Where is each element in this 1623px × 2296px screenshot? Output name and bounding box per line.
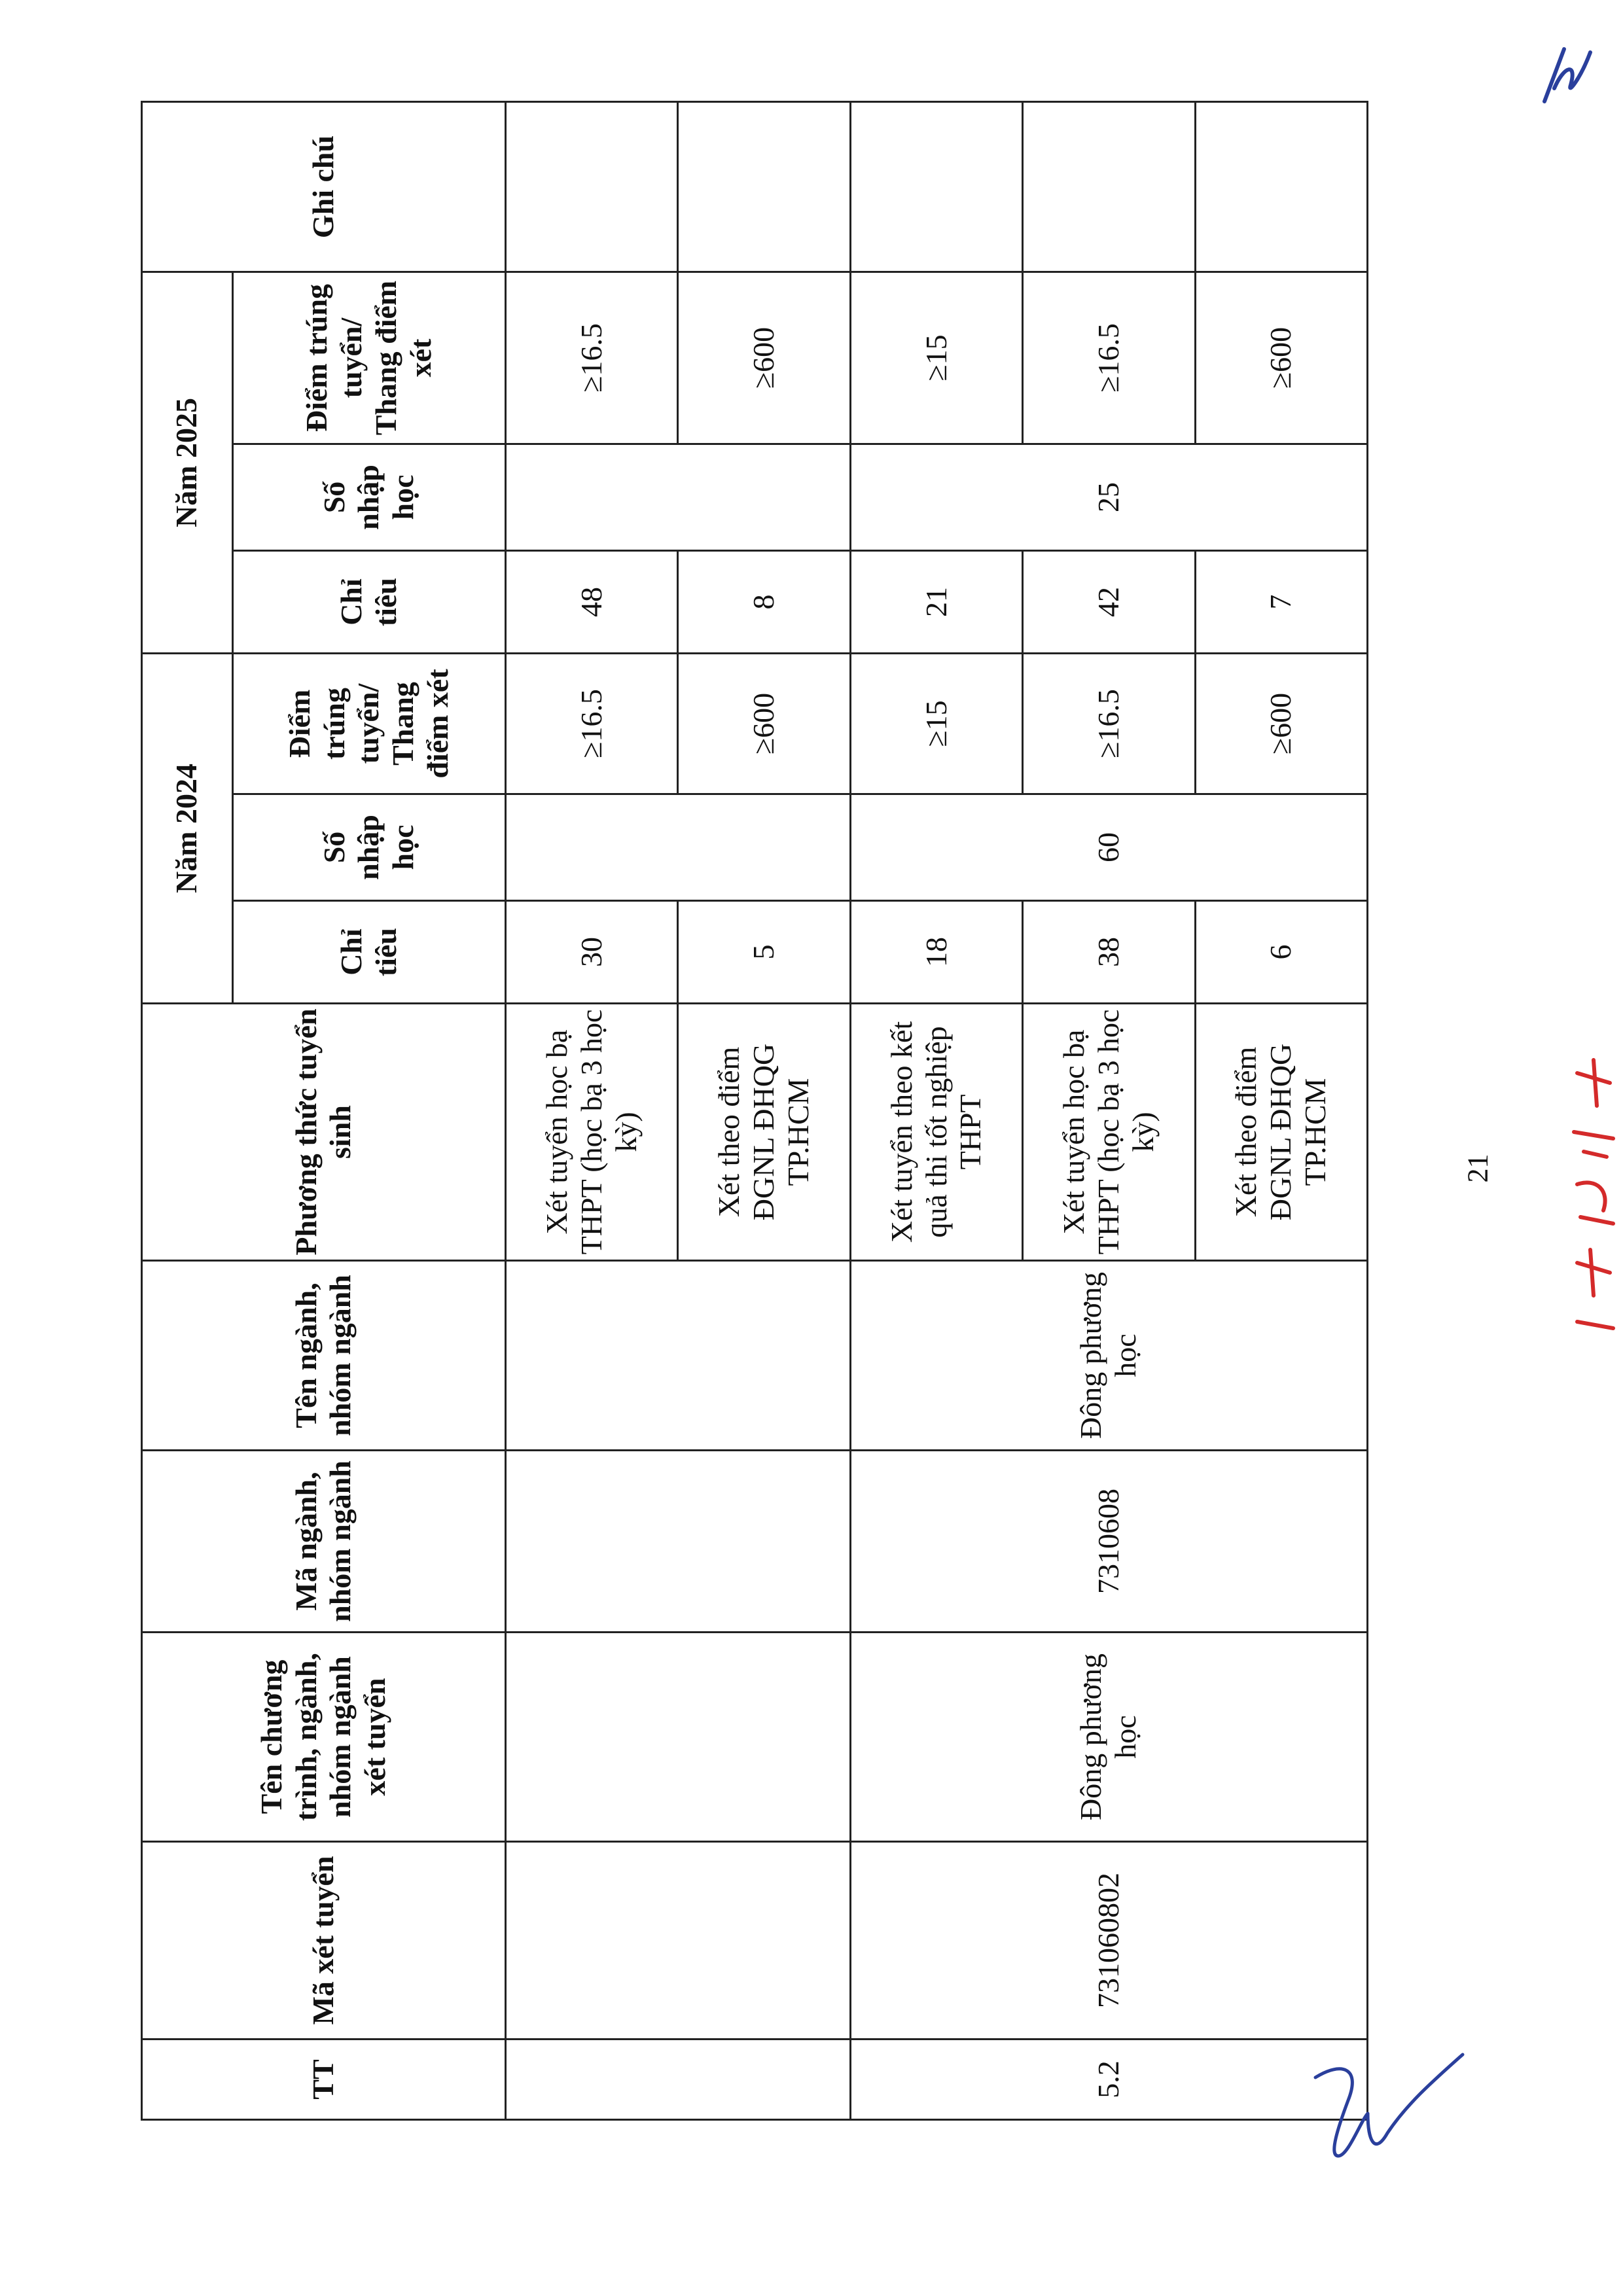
stamp-mark xyxy=(1558,1047,1623,1348)
ten-chuong-trinh-cell xyxy=(505,1633,850,1842)
diem-2025-cell: ≥600 xyxy=(1195,272,1367,444)
tt-cell xyxy=(505,2040,850,2120)
tt-cell: 5.2 xyxy=(850,2040,1367,2120)
chi-tieu-2025-cell: 21 xyxy=(850,551,1022,654)
page-table-rotated xyxy=(141,103,1368,2121)
ma-nganh-cell xyxy=(505,1451,850,1633)
ten-nganh-cell: Đông phương học xyxy=(850,1261,1367,1451)
chi-tieu-2024-cell: 18 xyxy=(850,901,1022,1004)
so-nhap-hoc-2025-cell xyxy=(505,444,850,551)
header-diem-2024: Điểm trúng tuyển/ Thang điểm xét xyxy=(232,654,505,794)
header-tt: TT xyxy=(142,2040,506,2120)
header-so-nhap-hoc-2024: Số nhập học xyxy=(232,794,505,901)
chi-tieu-2025-cell: 42 xyxy=(1023,551,1195,654)
header-chi-tieu-2025: Chỉ tiêu xyxy=(232,551,505,654)
diem-2024-cell: ≥16.5 xyxy=(505,654,677,794)
initials-mark xyxy=(1525,39,1603,111)
ghi-chu-cell xyxy=(505,102,677,272)
header-diem-2025: Điểm trúng tuyển/ Thang điểm xét xyxy=(232,272,505,444)
ma-xet-tuyen-cell xyxy=(505,1842,850,2040)
chi-tieu-2025-cell: 7 xyxy=(1195,551,1367,654)
chi-tieu-2025-cell: 8 xyxy=(678,551,850,654)
ten-nganh-cell xyxy=(505,1261,850,1451)
chi-tieu-2024-cell: 5 xyxy=(678,901,850,1004)
diem-2024-cell: ≥16.5 xyxy=(1023,654,1195,794)
diem-2025-cell: ≥16.5 xyxy=(1023,272,1195,444)
admission-table xyxy=(141,101,1368,2121)
chi-tieu-2024-cell: 30 xyxy=(505,901,677,1004)
so-nhap-hoc-2024-cell: 60 xyxy=(850,794,1367,901)
chi-tieu-2024-cell: 38 xyxy=(1023,901,1195,1004)
method-cell: Xét tuyển học bạ THPT (học bạ 3 học kỳ) xyxy=(505,1004,677,1261)
ma-xet-tuyen-cell: 731060802 xyxy=(850,1842,1367,2040)
ma-nganh-cell: 7310608 xyxy=(850,1451,1367,1633)
page-number: 21 xyxy=(1461,1154,1494,1183)
ghi-chu-cell xyxy=(1023,102,1195,272)
header-ma-xet-tuyen: Mã xét tuyển xyxy=(142,1842,506,2040)
table-row xyxy=(850,102,1022,2120)
diem-2024-cell: ≥600 xyxy=(678,654,850,794)
table-row xyxy=(505,102,677,2120)
header-ten-nganh: Tên ngành, nhóm ngành xyxy=(142,1261,506,1451)
chi-tieu-2024-cell: 6 xyxy=(1195,901,1367,1004)
method-cell: Xét theo điểm ĐGNL ĐHQG TP.HCM xyxy=(1195,1004,1367,1261)
header-so-nhap-hoc-2025: Số nhập học xyxy=(232,444,505,551)
so-nhap-hoc-2024-cell xyxy=(505,794,850,901)
diem-2024-cell: ≥600 xyxy=(1195,654,1367,794)
header-nam-2025: Năm 2025 xyxy=(142,272,233,654)
header-chi-tieu-2024: Chỉ tiêu xyxy=(232,901,505,1004)
signature-mark xyxy=(1302,2041,1472,2172)
diem-2025-cell: ≥15 xyxy=(850,272,1022,444)
header-ma-nganh: Mã ngành, nhóm ngành xyxy=(142,1451,506,1633)
method-cell: Xét tuyển học bạ THPT (học bạ 3 học kỳ) xyxy=(1023,1004,1195,1261)
ten-chuong-trinh-cell: Đông phương học xyxy=(850,1633,1367,1842)
diem-2025-cell: ≥600 xyxy=(678,272,850,444)
chi-tieu-2025-cell: 48 xyxy=(505,551,677,654)
header-ten-chuong-trinh: Tên chương trình, ngành, nhóm ngành xét tuyển xyxy=(142,1633,506,1842)
ghi-chu-cell xyxy=(1195,102,1367,272)
header-ghi-chu: Ghi chú xyxy=(142,102,506,272)
ghi-chu-cell xyxy=(678,102,850,272)
header-nam-2024: Năm 2024 xyxy=(142,654,233,1004)
method-cell: Xét theo điểm ĐGNL ĐHQG TP.HCM xyxy=(678,1004,850,1261)
so-nhap-hoc-2025-cell: 25 xyxy=(850,444,1367,551)
diem-2024-cell: ≥15 xyxy=(850,654,1022,794)
ghi-chu-cell xyxy=(850,102,1022,272)
diem-2025-cell: ≥16.5 xyxy=(505,272,677,444)
method-cell: Xét tuyển theo kết quả thi tốt nghiệp THPT xyxy=(850,1004,1022,1261)
header-phuong-thuc: Phương thức tuyển sinh xyxy=(142,1004,506,1261)
